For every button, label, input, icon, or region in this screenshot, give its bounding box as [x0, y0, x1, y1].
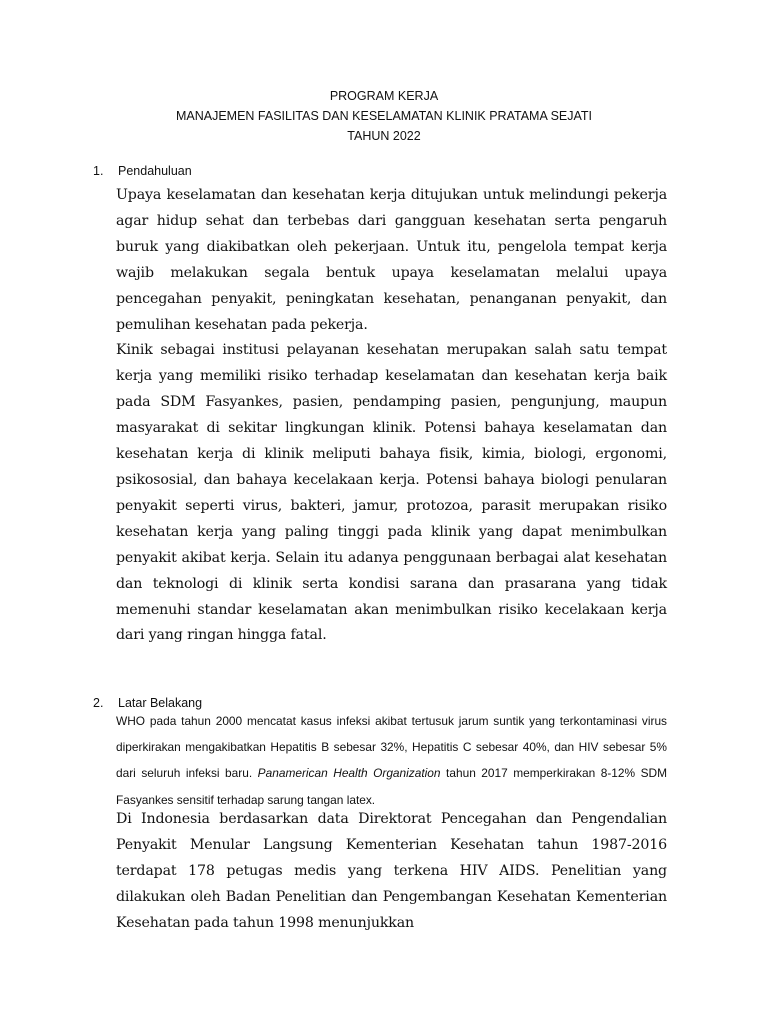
- who-text-start: WHO pada tahun 2000 mencatat kasus infeksi akibat tertusuk jarum suntik yang terkontaminasi virus diperkirakan mengakibatkan Hepatitis B sebesar 32%, Hepatitis C sebesar 40%, dan HIV sebesar 5% dari seluruh infeksi baru.: [116, 714, 667, 781]
- title-line-program: PROGRAM KERJA: [329, 89, 439, 103]
- paragraph: Upaya keselamatan dan kesehatan kerja ditujukan untuk melindungi pekerja agar hidup sehat dan terbebas dari gangguan kesehatan serta pengaruh buruk yang diakibatkan oleh pekerjaan. Untuk itu, pengelola tempat kerja wajib melakukan segala bentuk upaya keselamatan melalui upaya pencegahan penyakit, peningkatan kesehatan, penanganan penyakit, dan pemulihan kesehatan pada pekerja.: [116, 187, 667, 333]
- section-title: Latar Belakang: [118, 696, 203, 710]
- section-body-latar-belakang: [116, 807, 667, 937]
- paragraph: [116, 708, 667, 813]
- section-number: 1.: [93, 164, 104, 178]
- section-body-pendahuluan: [116, 183, 667, 649]
- section-title: Pendahuluan: [118, 164, 192, 178]
- who-paragraph: [116, 708, 667, 813]
- organization-name: Panamerican Health Organization: [257, 766, 441, 781]
- paragraph: Di Indonesia berdasarkan data Direktorat Pencegahan dan Pengendalian Penyakit Menular Langsung Kementerian Kesehatan tahun 1987-2016 terdapat 178 petugas medis yang terkena HIV AIDS. Penelitian yang dilakukan oleh Badan Penelitian dan Pengembangan Kesehatan Kementerian Kesehatan pada tahun 1998 menunjukkan: [116, 811, 667, 931]
- document-title: [0, 86, 768, 146]
- section-number: 2.: [93, 696, 104, 710]
- paragraph: Kinik sebagai institusi pelayanan kesehatan merupakan salah satu tempat kerja yang memiliki risiko terhadap keselamatan dan kesehatan kerja baik pada SDM Fasyankes, pasien, pendamping pasien, pengunjung, maupun masyarakat di sekitar lingkungan klinik. Potensi bahaya keselamatan dan kesehatan kerja di klinik meliputi bahaya fisik, kimia, biologi, ergonomi, psikososial, dan bahaya kecelakaan kerja. Potensi bahaya biologi penularan penyakit seperti virus, bakteri, jamur, protozoa, parasit merupakan risiko kesehatan kerja yang paling tinggi pada klinik yang dapat menimbulkan penyakit akibat kerja. Selain itu adanya penggunaan berbagai alat kesehatan dan teknologi di klinik serta kondisi sarana dan prasarana yang tidak memenuhi standar keselamatan akan menimbulkan risiko kecelakaan kerja dari yang ringan hingga fatal.: [116, 342, 667, 644]
- who-text-end: tahun 2017 memperkirakan 8-12% SDM Fasyankes sensitif terhadap sarung tangan latex.: [116, 766, 668, 807]
- title-line-year: TAHUN 2022: [347, 129, 421, 143]
- title-line-management: MANAJEMEN FASILITAS DAN KESELAMATAN KLINIK PRATAMA SEJATI: [175, 109, 593, 123]
